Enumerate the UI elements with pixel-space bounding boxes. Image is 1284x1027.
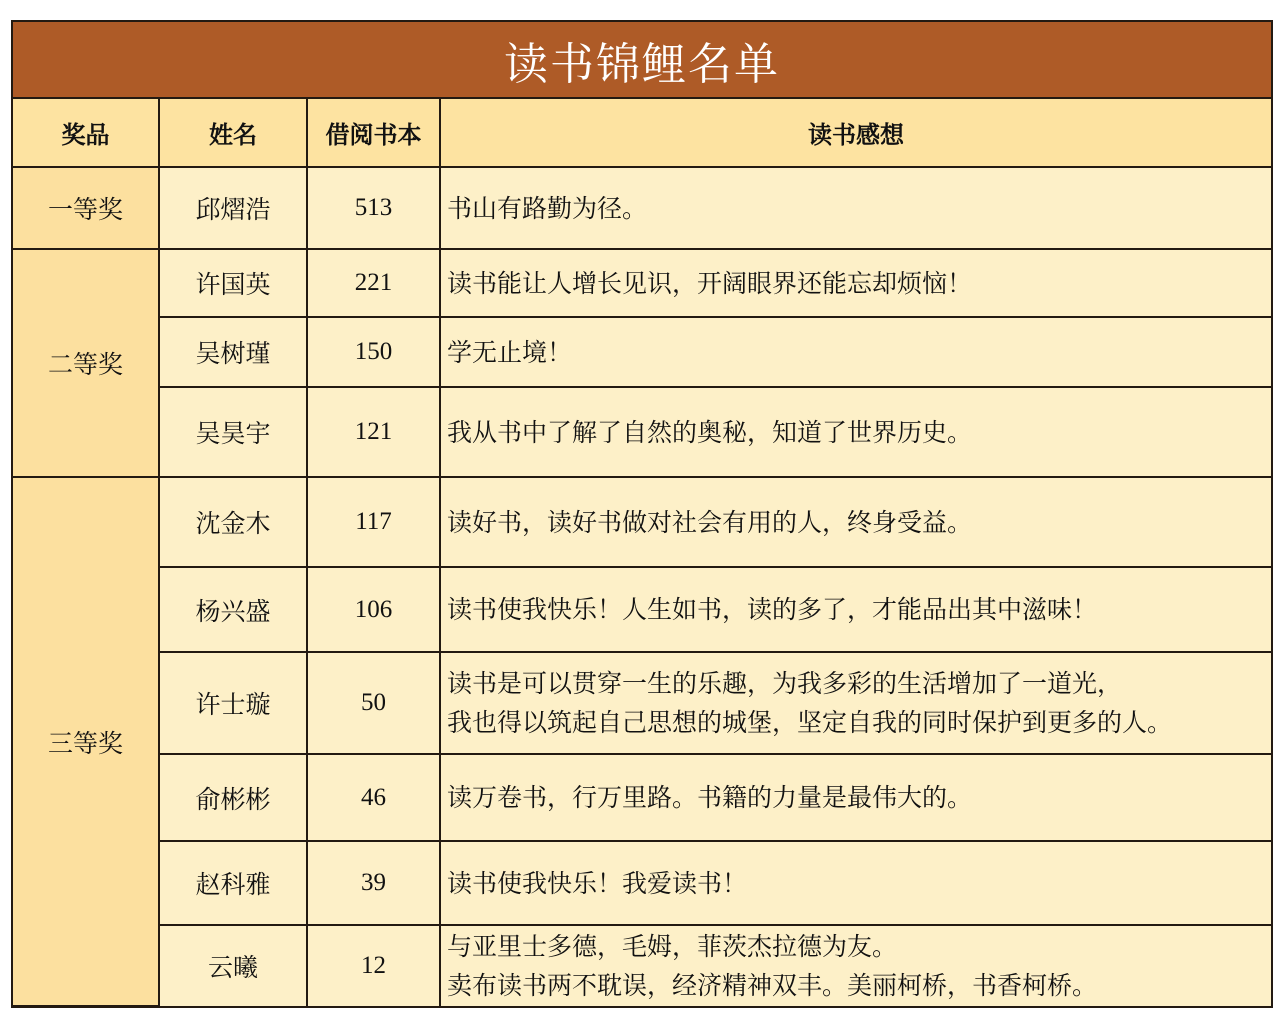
prize-first: 一等奖 bbox=[13, 167, 159, 249]
books-count: 150 bbox=[307, 317, 440, 387]
table-title: 读书锦鲤名单 bbox=[13, 22, 1271, 99]
books-count: 106 bbox=[307, 567, 440, 652]
books-count: 46 bbox=[307, 754, 440, 841]
books-count: 121 bbox=[307, 387, 440, 477]
books-count: 39 bbox=[307, 841, 440, 925]
books-count: 513 bbox=[307, 167, 440, 249]
table-row bbox=[13, 841, 1271, 925]
winner-name: 赵科雅 bbox=[159, 841, 307, 925]
reading-thought bbox=[440, 925, 1271, 1006]
table-row bbox=[13, 317, 1271, 387]
table-row bbox=[13, 925, 1271, 1006]
thought-line: 读书使我快乐！我爱读书！ bbox=[447, 868, 748, 898]
thought-line: 卖布读书两不耽误，经济精神双丰。美丽柯桥，书香柯桥。 bbox=[447, 971, 1098, 1000]
winner-name: 杨兴盛 bbox=[159, 567, 307, 652]
thought-line: 我也得以筑起自己思想的城堡，坚定自我的同时保护到更多的人。 bbox=[447, 708, 1173, 737]
winner-table bbox=[13, 99, 1271, 1007]
thought-line: 我从书中了解了自然的奥秘，知道了世界历史。 bbox=[447, 417, 973, 447]
thought-line: 读书能让人增长见识，开阔眼界还能忘却烦恼！ bbox=[447, 268, 973, 298]
table-row bbox=[13, 652, 1271, 754]
reading-thought bbox=[440, 249, 1271, 317]
prize-second: 二等奖 bbox=[13, 249, 159, 477]
header-books: 借阅书本 bbox=[307, 99, 440, 167]
table-row bbox=[13, 249, 1271, 317]
header-prize: 奖品 bbox=[13, 99, 159, 167]
books-count: 12 bbox=[307, 925, 440, 1006]
winner-name: 云曦 bbox=[159, 925, 307, 1006]
reading-thought bbox=[440, 477, 1271, 567]
header-thoughts: 读书感想 bbox=[440, 99, 1271, 167]
header-row bbox=[13, 99, 1271, 167]
books-count: 117 bbox=[307, 477, 440, 567]
reading-thought bbox=[440, 567, 1271, 652]
thought-line: 读书使我快乐！人生如书，读的多了，才能品出其中滋味！ bbox=[447, 595, 1098, 624]
winner-name: 吴树瑾 bbox=[159, 317, 307, 387]
table-row bbox=[13, 754, 1271, 841]
reading-thought bbox=[440, 754, 1271, 841]
table-row bbox=[13, 167, 1271, 249]
prize-third: 三等奖 bbox=[13, 477, 159, 1006]
table-row bbox=[13, 477, 1271, 567]
winner-name: 沈金木 bbox=[159, 477, 307, 567]
books-count: 221 bbox=[307, 249, 440, 317]
table-row bbox=[13, 567, 1271, 652]
winner-name: 许国英 bbox=[159, 249, 307, 317]
table-row bbox=[13, 387, 1271, 477]
winner-name: 俞彬彬 bbox=[159, 754, 307, 841]
books-count: 50 bbox=[307, 652, 440, 754]
winner-name: 邱熠浩 bbox=[159, 167, 307, 249]
reading-thought bbox=[440, 841, 1271, 925]
winner-name: 吴昊宇 bbox=[159, 387, 307, 477]
reading-thought bbox=[440, 652, 1271, 754]
thought-line: 读书是可以贯穿一生的乐趣，为我多彩的生活增加了一道光， bbox=[447, 669, 1123, 698]
thought-line: 与亚里士多德，毛姆，菲茨杰拉德为友。 bbox=[447, 932, 898, 961]
reading-thought bbox=[440, 387, 1271, 477]
thought-line: 学无止境！ bbox=[447, 337, 573, 367]
winner-list-table bbox=[11, 20, 1273, 1008]
thought-line: 读好书，读好书做对社会有用的人，终身受益。 bbox=[447, 507, 973, 537]
thought-line: 书山有路勤为径。 bbox=[447, 193, 648, 223]
thought-line: 读万卷书，行万里路。书籍的力量是最伟大的。 bbox=[447, 783, 973, 812]
reading-thought bbox=[440, 167, 1271, 249]
header-name: 姓名 bbox=[159, 99, 307, 167]
winner-name: 许士璇 bbox=[159, 652, 307, 754]
reading-thought bbox=[440, 317, 1271, 387]
